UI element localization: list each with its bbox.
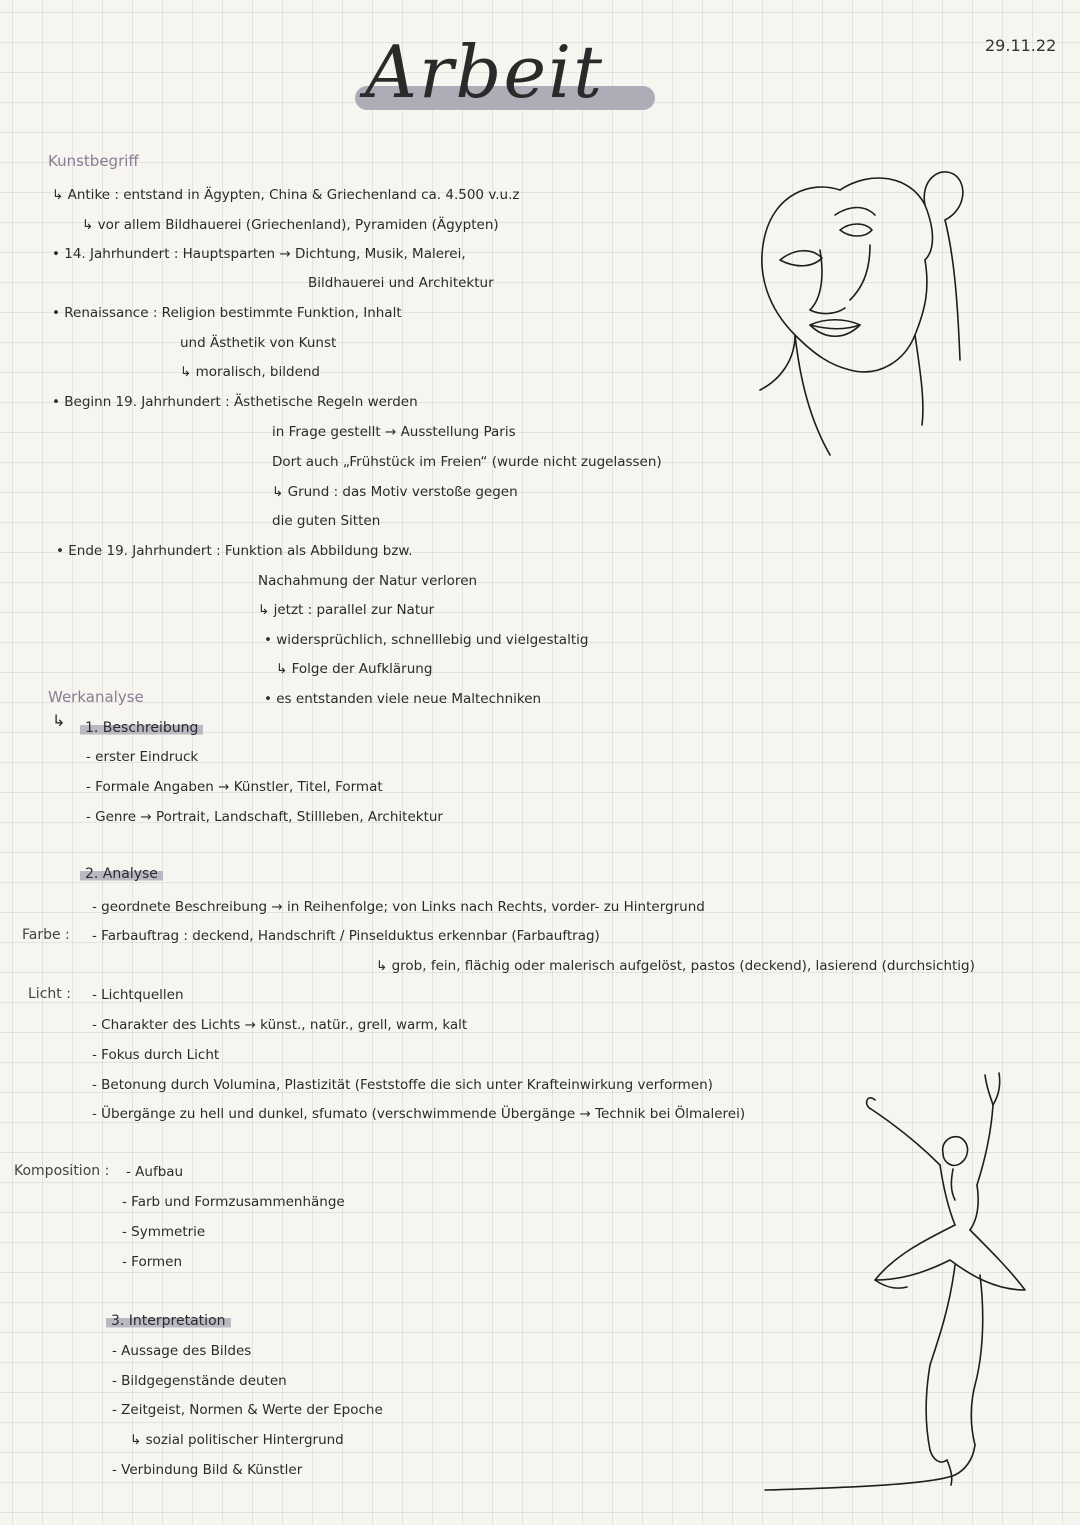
- heading-interpretation: 3. Interpretation: [106, 1313, 231, 1329]
- list-item: - Aussage des Bildes: [112, 1343, 252, 1359]
- note-line: ↳ Folge der Aufklärung: [276, 661, 433, 677]
- note-line: ↳ moralisch, bildend: [180, 364, 321, 380]
- note-line: ↳ vor allem Bildhauerei (Griechenland), Pyramiden (Ägypten): [82, 217, 499, 233]
- heading-beschreibung: 1. Beschreibung: [80, 720, 203, 736]
- list-item: - Verbindung Bild & Künstler: [112, 1462, 303, 1478]
- label-farbe: Farbe :: [22, 927, 70, 943]
- note-line: • Renaissance : Religion bestimmte Funktion, Inhalt: [52, 305, 402, 321]
- date-label: 29.11.22: [985, 36, 1057, 55]
- list-item: - Charakter des Lichts → künst., natür., grell, warm, kalt: [92, 1017, 468, 1033]
- label-komposition: Komposition :: [14, 1163, 110, 1179]
- note-line: Bildhauerei und Architektur: [308, 275, 494, 291]
- note-line: ↳ Grund : das Motiv verstoße gegen: [272, 484, 518, 500]
- list-item: - Zeitgeist, Normen & Werte der Epoche: [112, 1402, 383, 1418]
- list-item: - erster Eindruck: [86, 749, 199, 765]
- section-heading-kunstbegriff: Kunstbegriff: [48, 152, 139, 170]
- list-item: - Fokus durch Licht: [92, 1047, 220, 1063]
- list-item: - Formen: [122, 1254, 183, 1270]
- note-line: - geordnete Beschreibung → in Reihenfolge; von Links nach Rechts, vorder- zu Hintergrund: [92, 899, 705, 915]
- face-line-drawing: [740, 150, 980, 490]
- note-line: - Farbauftrag : deckend, Handschrift / Pinselduktus erkennbar (Farbauftrag): [92, 928, 600, 944]
- note-line: • es entstanden viele neue Maltechniken: [264, 691, 542, 707]
- note-line: ↳ Antike : entstand in Ägypten, China & Griechenland ca. 4.500 v.u.z: [52, 187, 520, 203]
- note-line: • widersprüchlich, schnelllebig und vielgestaltig: [264, 632, 589, 648]
- list-item: - Betonung durch Volumina, Plastizität (Feststoffe die sich unter Krafteinwirkung verformen): [92, 1077, 713, 1093]
- note-line: • Beginn 19. Jahrhundert : Ästhetische Regeln werden: [52, 394, 418, 410]
- note-line: in Frage gestellt → Ausstellung Paris: [272, 424, 516, 440]
- note-line: Dort auch „Frühstück im Freien“ (wurde nicht zugelassen): [272, 454, 662, 470]
- list-item: - Übergänge zu hell und dunkel, sfumato (verschwimmende Übergänge → Technik bei Ölmalerei): [92, 1106, 746, 1122]
- list-item: - Formale Angaben → Künstler, Titel, Format: [86, 779, 383, 795]
- note-line: ↳ jetzt : parallel zur Natur: [258, 602, 435, 618]
- arrow-icon: ↳: [52, 711, 66, 730]
- list-item: ↳ sozial politischer Hintergrund: [130, 1432, 344, 1448]
- note-line: Nachahmung der Natur verloren: [258, 573, 478, 589]
- section-heading-werkanalyse: Werkanalyse: [48, 688, 144, 706]
- list-item: - Farb und Formzusammenhänge: [122, 1194, 345, 1210]
- heading-analyse: 2. Analyse: [80, 866, 163, 882]
- list-item: - Bildgegenstände deuten: [112, 1373, 287, 1389]
- note-line: die guten Sitten: [272, 513, 381, 529]
- note-line: • 14. Jahrhundert : Hauptsparten → Dichtung, Musik, Malerei,: [52, 246, 466, 262]
- list-item: - Symmetrie: [122, 1224, 206, 1240]
- note-line: ↳ grob, fein, flächig oder malerisch aufgelöst, pastos (deckend), lasierend (durchsichtig): [376, 958, 975, 974]
- note-line: • Ende 19. Jahrhundert : Funktion als Abbildung bzw.: [56, 543, 413, 559]
- list-item: - Aufbau: [126, 1164, 184, 1180]
- list-item: - Genre → Portrait, Landschaft, Stillleben, Architektur: [86, 809, 443, 825]
- note-line: und Ästhetik von Kunst: [180, 335, 337, 351]
- page-title: Arbeit: [365, 30, 605, 114]
- list-item: - Lichtquellen: [92, 987, 184, 1003]
- ballerina-line-drawing: [755, 1065, 1055, 1510]
- label-licht: Licht :: [28, 986, 71, 1002]
